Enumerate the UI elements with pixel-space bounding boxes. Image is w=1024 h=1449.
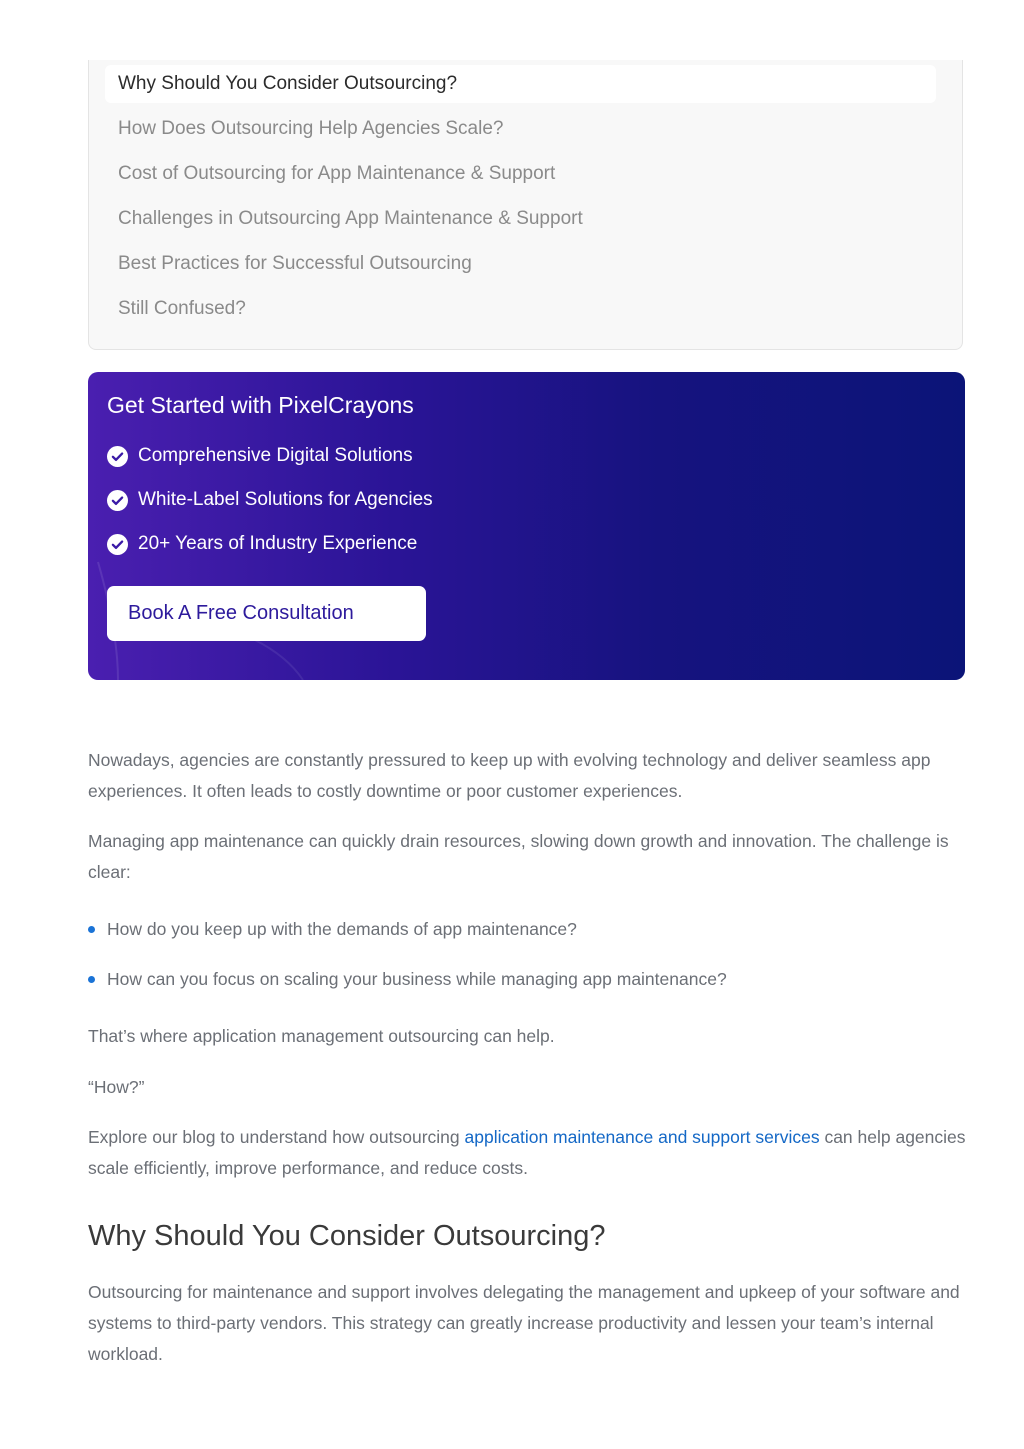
cta-feature [107, 532, 417, 556]
intro-paragraph-1: Nowadays, agencies are constantly pressured to keep up with evolving technology and deliver seamless app experiences. It often leads to costly downtime or poor customer experiences. [88, 750, 931, 801]
toc-item-best-practices[interactable]: Best Practices for Successful Outsourcing [118, 253, 472, 274]
section-paragraph: Outsourcing for maintenance and support involves delegating the management and upkeep of your software and systems to third-party vendors. This strategy can greatly increase productivity and lessen your team’s internal workload. [88, 1282, 960, 1364]
bullet-dot-icon [88, 926, 95, 933]
check-circle-icon [107, 534, 128, 555]
table-of-contents [88, 60, 963, 350]
toc-item-challenges[interactable]: Challenges in Outsourcing App Maintenance & Support [118, 208, 583, 229]
cta-banner [88, 372, 965, 680]
intro-paragraph-2: Managing app maintenance can quickly drain resources, slowing down growth and innovation. The challenge is clear: [88, 831, 949, 882]
cta-feature-label: White-Label Solutions for Agencies [138, 489, 433, 510]
bullet-dot-icon [88, 976, 95, 983]
explore-text-after: can help agencies scale efficiently, improve performance, and reduce costs. [88, 1127, 966, 1178]
cta-feature-label: 20+ Years of Industry Experience [138, 533, 418, 554]
list-item [88, 964, 727, 995]
check-circle-icon [107, 490, 128, 511]
list-item [88, 914, 577, 945]
toc-item-how-scale[interactable]: How Does Outsourcing Help Agencies Scale? [118, 118, 504, 139]
toc-item-still-confused[interactable]: Still Confused? [118, 298, 246, 319]
explore-text-before: Explore our blog to understand how outsourcing [88, 1127, 465, 1147]
cta-feature [107, 488, 433, 512]
paragraph-how: “How?” [88, 1077, 145, 1097]
list-item-text: How can you focus on scaling your business while managing app maintenance? [107, 969, 727, 989]
list-item-text: How do you keep up with the demands of app maintenance? [107, 919, 577, 939]
cta-title: Get Started with PixelCrayons [107, 392, 414, 418]
check-circle-icon [107, 446, 128, 467]
toc-item-cost[interactable]: Cost of Outsourcing for App Maintenance & Support [118, 163, 556, 184]
cta-feature [107, 444, 413, 468]
toc-item-why-outsourcing[interactable]: Why Should You Consider Outsourcing? [105, 65, 936, 103]
paragraph-where-help: That’s where application management outsourcing can help. [88, 1026, 555, 1046]
book-consultation-button[interactable]: Book A Free Consultation [107, 586, 426, 641]
section-heading: Why Should You Consider Outsourcing? [88, 1220, 606, 1252]
cta-feature-label: Comprehensive Digital Solutions [138, 445, 413, 466]
services-link[interactable]: application maintenance and support services [464, 1127, 820, 1147]
paragraph-explore-blog [88, 1122, 968, 1184]
